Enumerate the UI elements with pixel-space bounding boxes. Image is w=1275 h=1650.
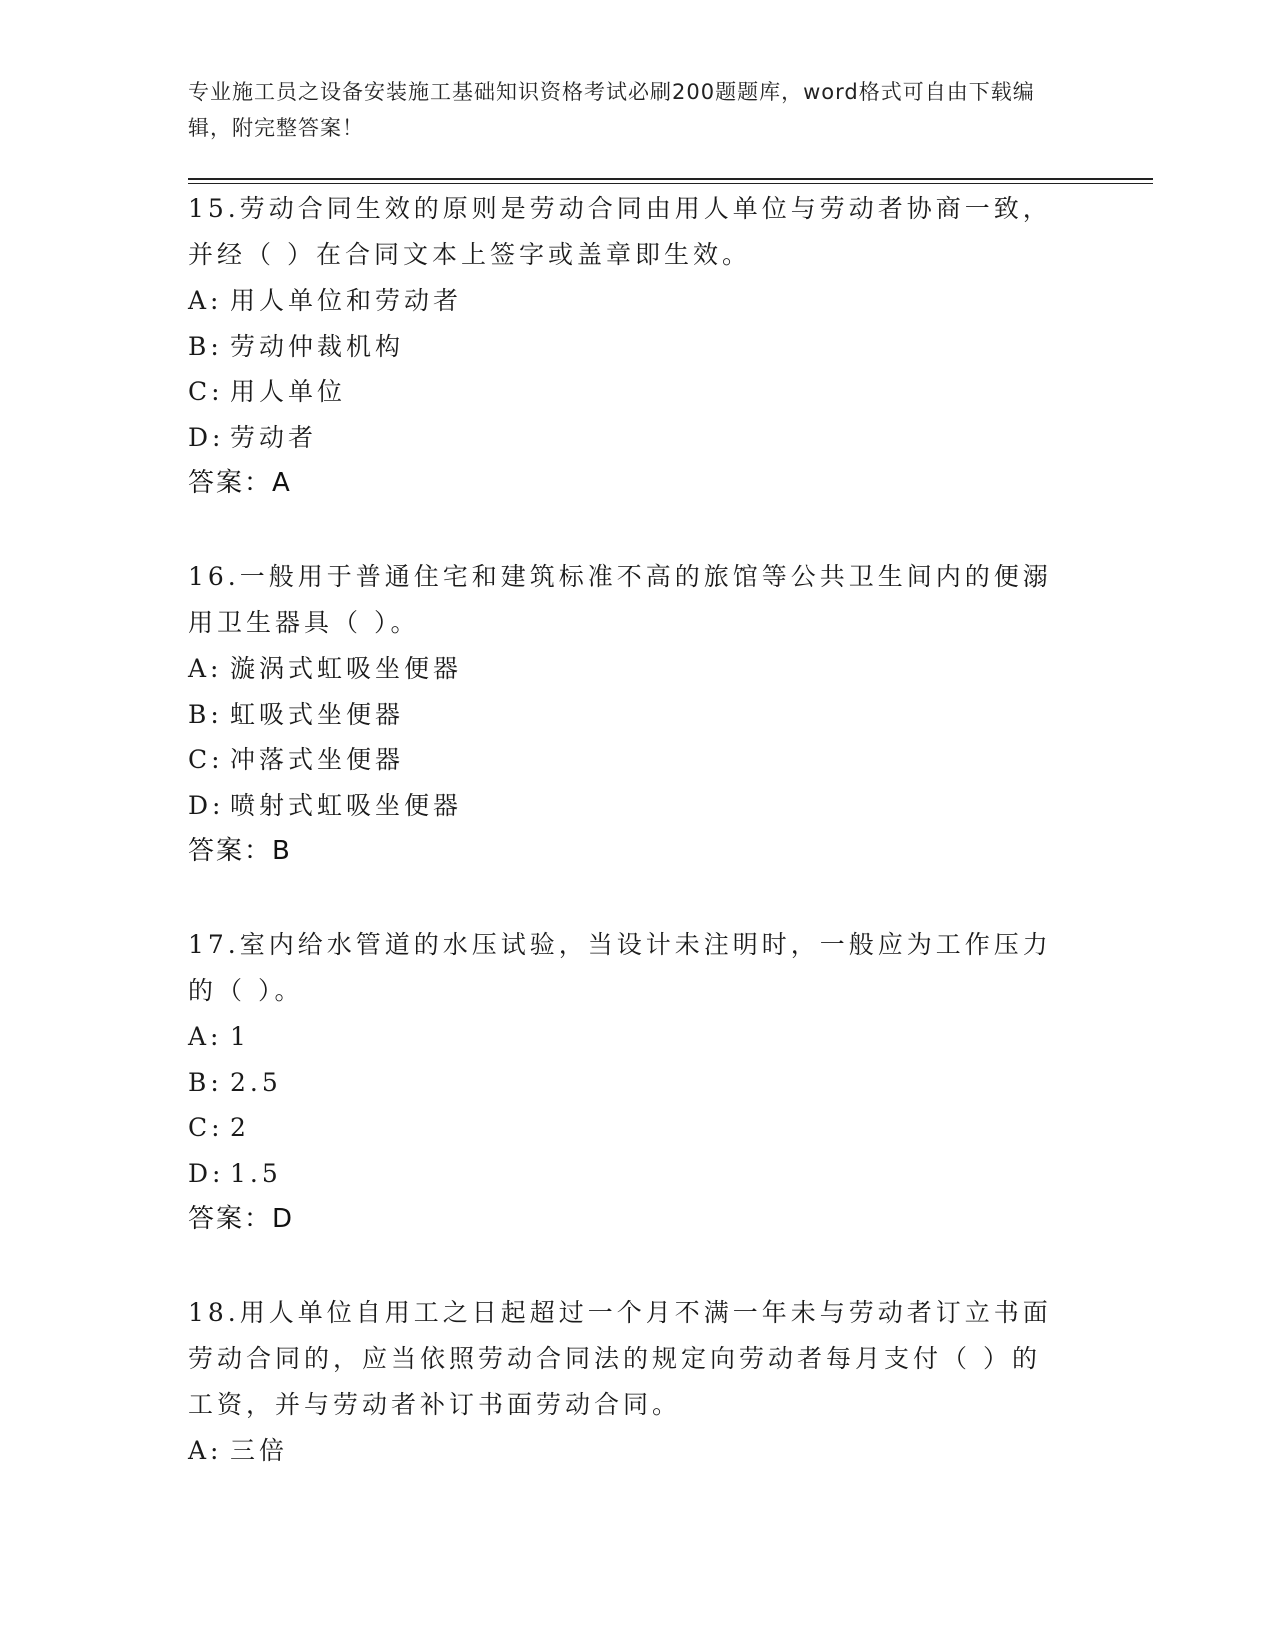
answer-line — [188, 460, 1068, 506]
option-key: A: — [188, 1436, 223, 1465]
option-key: B: — [188, 331, 223, 361]
option-text: 2.5 — [230, 1067, 282, 1097]
option-key: B: — [188, 699, 223, 729]
option-b — [188, 1060, 1068, 1106]
header-rule-thin — [188, 183, 1153, 184]
option-a — [188, 278, 1068, 324]
option-text: 1.5 — [230, 1158, 282, 1188]
option-text: 2 — [230, 1113, 250, 1142]
option-b — [188, 324, 1068, 370]
header-rule-thick — [188, 178, 1153, 180]
answer-label: 答案： — [188, 836, 273, 866]
question-stem: 16.一般用于普通住宅和建筑标准不高的旅馆等公共卫生间内的便溺用卫生器具（ ）。 — [188, 562, 1052, 637]
option-d — [188, 783, 1068, 829]
option-key: A: — [188, 654, 223, 683]
option-text: 劳动仲裁机构 — [230, 331, 405, 361]
option-key: D: — [188, 1158, 225, 1188]
option-text: 1 — [230, 1022, 250, 1051]
option-key: B: — [188, 1067, 223, 1097]
option-text: 冲落式坐便器 — [230, 745, 405, 774]
option-text: 用人单位 — [230, 377, 347, 406]
option-key: A: — [188, 1022, 223, 1051]
question-16 — [188, 554, 1068, 874]
question-stem: 15.劳动合同生效的原则是劳动合同由用人单位与劳动者协商一致，并经（ ）在合同文本上签字或盖章即生效。 — [188, 194, 1052, 269]
answer-value: B — [272, 836, 292, 866]
question-stem: 17.室内给水管道的水压试验，当设计未注明时，一般应为工作压力的（ ）。 — [188, 930, 1052, 1005]
option-c — [188, 737, 1068, 783]
question-18 — [188, 1290, 1068, 1474]
answer-label: 答案： — [188, 1204, 273, 1234]
option-key: A: — [188, 286, 223, 315]
option-key: C: — [188, 745, 224, 774]
answer-label: 答案： — [188, 468, 273, 498]
option-a — [188, 1428, 1068, 1474]
answer-line — [188, 1196, 1068, 1242]
option-d — [188, 1151, 1068, 1197]
option-c — [188, 369, 1068, 415]
option-key: D: — [188, 790, 225, 820]
option-key: C: — [188, 377, 224, 406]
option-text: 用人单位和劳动者 — [230, 286, 463, 315]
question-17 — [188, 922, 1068, 1242]
option-text: 虹吸式坐便器 — [230, 699, 405, 729]
question-15 — [188, 186, 1068, 506]
option-key: D: — [188, 422, 225, 452]
answer-line — [188, 828, 1068, 874]
option-text: 漩涡式虹吸坐便器 — [230, 654, 463, 683]
option-key: C: — [188, 1113, 224, 1142]
option-c — [188, 1105, 1068, 1151]
answer-value: A — [272, 468, 292, 498]
option-b — [188, 692, 1068, 738]
document-header: 专业施工员之设备安装施工基础知识资格考试必刷200题题库，word格式可自由下载编辑，附完整答案！ — [188, 80, 1035, 140]
option-d — [188, 415, 1068, 461]
option-text: 喷射式虹吸坐便器 — [230, 790, 463, 820]
option-text: 劳动者 — [230, 422, 318, 452]
option-a — [188, 646, 1068, 692]
answer-value: D — [272, 1204, 295, 1234]
question-stem: 18.用人单位自用工之日起超过一个月不满一年未与劳动者订立书面劳动合同的，应当依照劳动合同法的规定向劳动者每月支付（ ）的工资，并与劳动者补订书面劳动合同。 — [188, 1298, 1052, 1419]
option-text: 三倍 — [230, 1436, 289, 1465]
option-a — [188, 1014, 1068, 1060]
question-list — [188, 186, 1068, 1522]
